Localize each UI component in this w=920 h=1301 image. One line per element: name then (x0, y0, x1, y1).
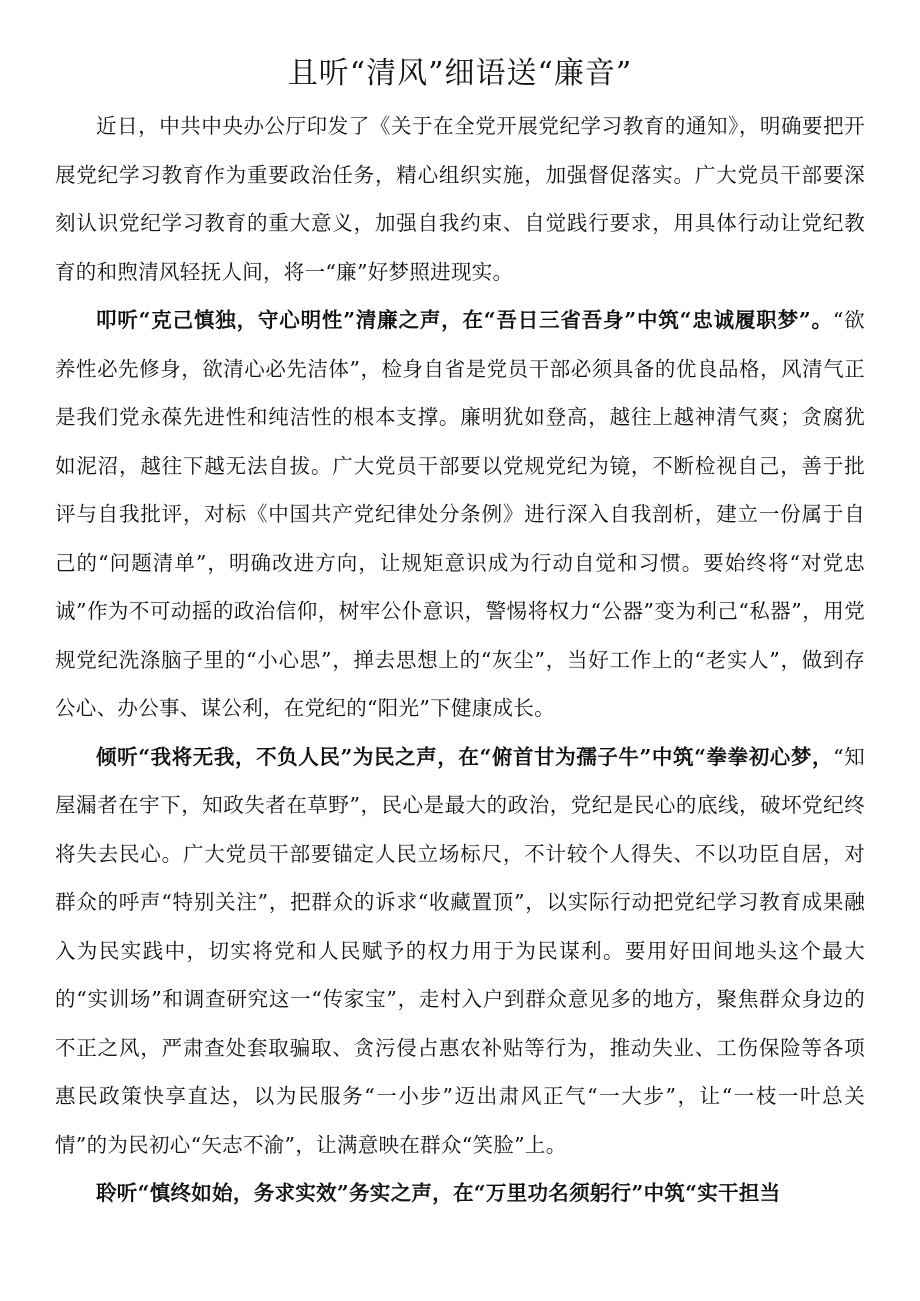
section-lead-2: 倾听“我将无我，不负人民”为民之声，在“俯首甘为孺子牛”中筑“拳拳初心梦， (96, 744, 834, 769)
section-paragraph-1 (55, 296, 865, 733)
section-paragraph-2 (55, 733, 865, 1170)
section-paragraph-3 (55, 1169, 865, 1218)
section-lead-1: 叩听“克己慎独，守心明性”清廉之声，在“吾日三省吾身”中筑“忠诚履职梦”。 (96, 308, 833, 332)
section-lead-3: 聆听“慎终如始，务求实效”务实之声，在“万里功名须躬行”中筑“实干担当 (96, 1181, 781, 1205)
section-body-2: “知屋漏者在宇下，知政失者在草野”，民心是最大的政治，党纪是民心的底线，破坏党纪终将失去民心。广大党员干部要锚定人民立场标尺，不计较个人得失、不以功臣自居，对群众的呼声“特别关注”，把群众的诉求“收藏置顶”，以实际行动把党纪学习教育成果融入为民实践中，切实将党和人民赋予的权力用于为民谋利。要用好田间地头这个最大的“实训场”和调查研究这一“传家宝”，走村入户到群众意见多的地方，聚焦群众身边的不正之风，严肃查处套取骗取、贪污侵占惠农补贴等行为，推动失业、工伤保险等各项惠民政策快享直达，以为民服务“一小步”迈出肃风正气“一大步”，让“一枝一叶总关情”的为民初心“矢志不渝”，让满意映在群众“笑脸”上。 (55, 744, 865, 1157)
intro-paragraph: 近日，中共中央办公厅印发了《关于在全党开展党纪学习教育的通知》，明确要把开展党纪学习教育作为重要政治任务，精心组织实施，加强督促落实。广大党员干部要深刻认识党纪学习教育的重大意义，加强自我约束、自觉践行要求，用具体行动让党纪教育的和煦清风轻抚人间，将一“廉”好梦照进现实。 (55, 114, 865, 284)
document-title: 且听“清风”细语送“廉音” (287, 56, 633, 91)
document-page (55, 52, 865, 1218)
section-body-1: “欲养性必先修身，欲清心必先洁体”，检身自省是党员干部必须具备的优良品格，风清气正是我们党永葆先进性和纯洁性的根本支撑。廉明犹如登高，越往上越神清气爽；贪腐犹如泥沼，越往下越无法自拔。广大党员干部要以党规党纪为镜，不断检视自己，善于批评与自我批评，对标《中国共产党纪律处分条例》进行深入自我剖析，建立一份属于自己的“问题清单”，明确改进方向，让规矩意识成为行动自觉和习惯。要始终将“对党忠诚”作为不可动摇的政治信仰，树牢公仆意识，警惕将权力“公器”变为利己“私器”，用党规党纪洗涤脑子里的“小心思”，掸去思想上的“灰尘”，当好工作上的“老实人”，做到存公心、办公事、谋公利，在党纪的“阳光”下健康成长。 (55, 308, 865, 720)
